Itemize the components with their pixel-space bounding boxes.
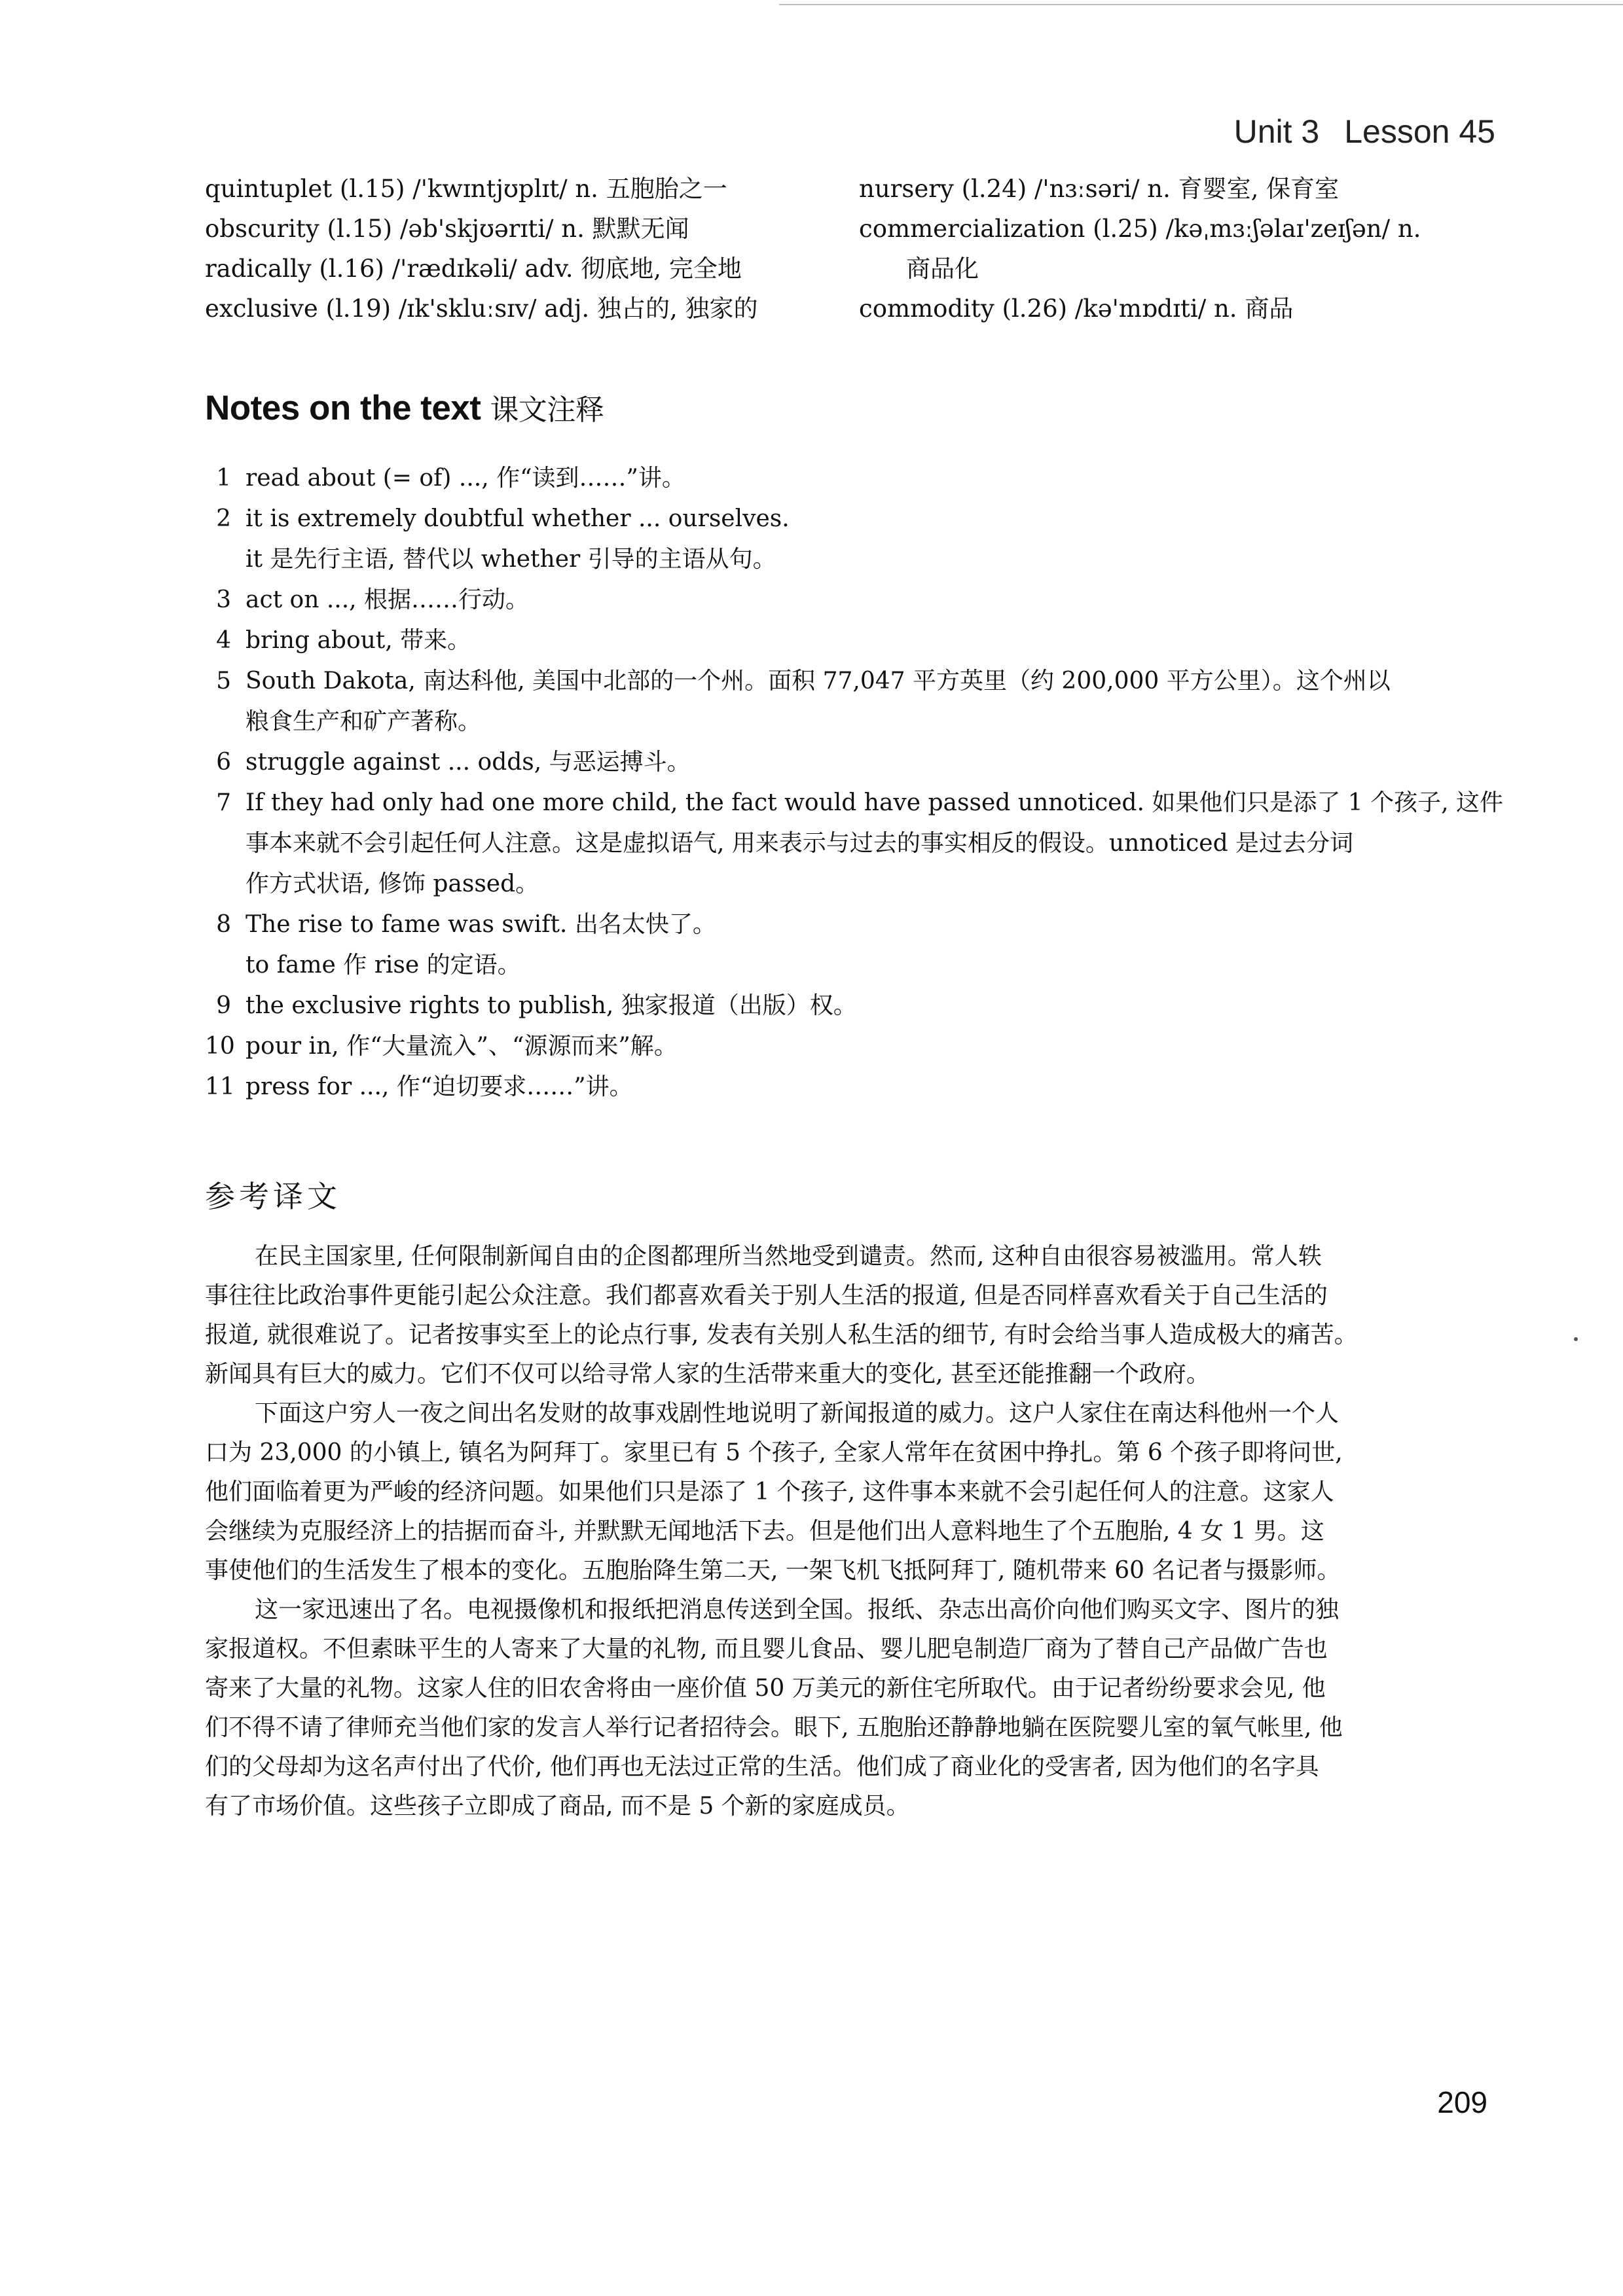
margin-mark xyxy=(1574,1337,1578,1341)
note-line: bring about, 带来。 xyxy=(246,627,471,654)
top-rule xyxy=(779,4,1623,5)
vocabulary-left-column xyxy=(205,169,827,329)
vocabulary-entry xyxy=(859,209,1514,249)
note-item xyxy=(205,499,1488,580)
translation-body xyxy=(205,1237,1488,1826)
vocabulary-text: exclusive (l.19) /ɪk'skluːsɪv/ adj. 独占的, 独家的 xyxy=(205,295,758,323)
translation-line: 下面这户穷人一夜之间出名发财的故事戏剧性地说明了新闻报道的威力。这户人家住在南达科他州一个人 xyxy=(255,1400,1340,1427)
note-line: read about (= of) ..., 作“读到……”讲。 xyxy=(246,465,685,492)
note-item xyxy=(205,986,1488,1026)
running-header xyxy=(1234,113,1495,151)
translation-line: 事使他们的生活发生了根本的变化。五胞胎降生第二天, 一架飞机飞抵阿拜丁, 随机带来 60 名记者与摄影师。 xyxy=(205,1557,1341,1584)
notes-heading-cn: 课文注释 xyxy=(490,393,604,427)
note-line: The rise to fame was swift. 出名太快了。 xyxy=(246,911,716,938)
vocabulary-entry xyxy=(205,169,827,209)
note-line: the exclusive rights to publish, 独家报道（出版）权。 xyxy=(246,992,857,1019)
vocabulary-text: nursery (l.24) /'nɜːsəri/ n. 育婴室, 保育室 xyxy=(859,175,1340,203)
note-number: 1 xyxy=(216,465,231,492)
vocabulary-text: commodity (l.26) /kə'mɒdɪti/ n. 商品 xyxy=(859,295,1294,323)
translation-line: 报道, 就很难说了。记者按事实至上的论点行事, 发表有关别人私生活的细节, 有时会给当事人造成极大的痛苦。 xyxy=(205,1321,1358,1348)
lesson-label: Lesson 45 xyxy=(1344,113,1495,150)
translation-line: 会继续为克服经济上的拮据而奋斗, 并默默无闻地活下去。但是他们出人意料地生了个五胞胎, 4 女 1 男。这 xyxy=(205,1518,1324,1545)
note-line: South Dakota, 南达科他, 美国中北部的一个州。面积 77,047 平方英里（约 200,000 平方公里）。这个州以 xyxy=(246,668,1391,694)
note-item xyxy=(205,620,1488,661)
vocabulary-entry xyxy=(859,249,1514,289)
note-item xyxy=(205,905,1488,986)
note-number: 10 xyxy=(205,1033,235,1060)
translation-heading: 参考译文 xyxy=(205,1179,341,1214)
notes-heading-en: Notes on the text xyxy=(205,389,481,427)
note-line: struggle against ... odds, 与恶运搏斗。 xyxy=(246,749,691,776)
note-line: press for ..., 作“迫切要求……”讲。 xyxy=(246,1073,633,1100)
note-line: If they had only had one more child, the fact would have passed unnoticed. 如果他们只是添了 1 个孩子, 这件 xyxy=(246,789,1504,816)
translation-line: 有了市场价值。这些孩子立即成了商品, 而不是 5 个新的家庭成员。 xyxy=(205,1793,910,1820)
translation-line: 寄来了大量的礼物。这家人住的旧农舍将由一座价值 50 万美元的新住宅所取代。由于记者纷纷要求会见, 他 xyxy=(205,1675,1326,1702)
note-item xyxy=(205,1067,1488,1107)
note-line: it is extremely doubtful whether ... ourselves. xyxy=(246,505,790,532)
translation-line: 事往往比政治事件更能引起公众注意。我们都喜欢看关于别人生活的报道, 但是否同样喜欢看关于自己生活的 xyxy=(205,1282,1328,1309)
unit-label: Unit 3 xyxy=(1233,113,1320,150)
vocabulary-text: quintuplet (l.15) /'kwɪntjʊplɪt/ n. 五胞胎之一 xyxy=(205,175,727,203)
note-number: 5 xyxy=(216,668,231,694)
translation-line: 们的父母却为这名声付出了代价, 他们再也无法过正常的生活。他们成了商业化的受害者, 因为他们的名字具 xyxy=(205,1753,1319,1780)
translation-line: 家报道权。不但素昧平生的人寄来了大量的礼物, 而且婴儿食品、婴儿肥皂制造厂商为了替自己产品做广告也 xyxy=(205,1636,1328,1662)
note-number: 3 xyxy=(216,586,231,613)
vocabulary-text: radically (l.16) /'rædɪkəli/ adv. 彻底地, 完全地 xyxy=(205,255,742,283)
vocabulary-entry xyxy=(859,289,1514,329)
vocabulary-text: 商品化 xyxy=(906,255,979,283)
vocabulary-entry xyxy=(205,289,827,329)
translation-line: 口为 23,000 的小镇上, 镇名为阿拜丁。家里已有 5 个孩子, 全家人常年在贫困中挣扎。第 6 个孩子即将问世, xyxy=(205,1439,1343,1466)
translation-line: 们不得不请了律师充当他们家的发言人举行记者招待会。眼下, 五胞胎还静静地躺在医院婴儿室的氧气帐里, 他 xyxy=(205,1714,1343,1741)
note-item xyxy=(205,783,1504,905)
translation-line: 他们面临着更为严峻的经济问题。如果他们只是添了 1 个孩子, 这件事本来就不会引起任何人的注意。这家人 xyxy=(205,1479,1334,1505)
note-number: 11 xyxy=(205,1073,235,1100)
translation-paragraph xyxy=(205,1237,1488,1394)
translation-line: 新闻具有巨大的威力。它们不仅可以给寻常人家的生活带来重大的变化, 甚至还能推翻一个政府。 xyxy=(205,1361,1210,1388)
page-number: 209 xyxy=(1437,2085,1487,2119)
vocabulary-entry xyxy=(205,209,827,249)
vocabulary-right-column xyxy=(859,169,1514,329)
note-line: it 是先行主语, 替代以 whether 引导的主语从句。 xyxy=(246,546,776,573)
note-item xyxy=(205,458,1488,499)
notes-list xyxy=(205,458,1504,1107)
note-number: 7 xyxy=(216,789,231,816)
note-number: 6 xyxy=(216,749,231,776)
vocabulary-text: commercialization (l.25) /kəˌmɜːʃəlaɪ'zeɪʃən/ n. xyxy=(859,215,1421,243)
note-line: to fame 作 rise 的定语。 xyxy=(246,952,521,978)
vocabulary-entry xyxy=(859,169,1514,209)
note-item xyxy=(205,1026,1488,1067)
notes-heading xyxy=(205,386,604,428)
vocabulary-text: obscurity (l.15) /əb'skjʊərɪti/ n. 默默无闻 xyxy=(205,215,689,243)
note-number: 4 xyxy=(216,627,231,654)
note-line: 粮食生产和矿产著称。 xyxy=(246,708,482,735)
note-line: 作方式状语, 修饰 passed。 xyxy=(246,870,539,897)
translation-paragraph xyxy=(205,1394,1488,1590)
note-line: 事本来就不会引起任何人注意。这是虚拟语气, 用来表示与过去的事实相反的假设。unnoticed 是过去分词 xyxy=(246,830,1354,857)
vocabulary-entry xyxy=(205,249,827,289)
note-item xyxy=(205,661,1488,742)
note-number: 8 xyxy=(216,911,231,938)
translation-line: 这一家迅速出了名。电视摄像机和报纸把消息传送到全国。报纸、杂志出高价向他们购买文字、图片的独 xyxy=(255,1596,1340,1623)
note-item xyxy=(205,580,1488,620)
note-line: pour in, 作“大量流入”、“源源而来”解。 xyxy=(246,1033,678,1060)
translation-paragraph xyxy=(205,1590,1488,1826)
note-item xyxy=(205,742,1488,783)
translation-line: 在民主国家里, 任何限制新闻自由的企图都理所当然地受到谴责。然而, 这种自由很容易被滥用。常人轶 xyxy=(255,1243,1322,1270)
note-number: 9 xyxy=(216,992,231,1019)
note-number: 2 xyxy=(216,505,231,532)
note-line: act on ..., 根据……行动。 xyxy=(246,586,530,613)
